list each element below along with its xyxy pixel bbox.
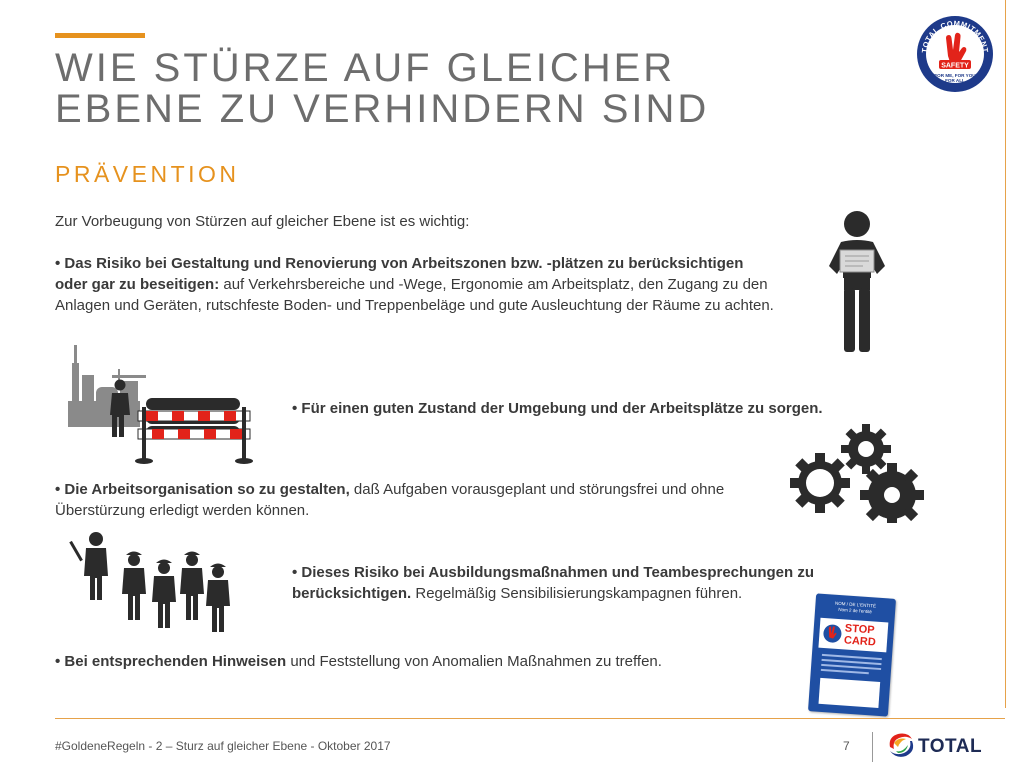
stop-card-form-area (819, 678, 881, 708)
bullet-anomalies-bold: • Bei entsprechenden Hinweisen (55, 653, 287, 670)
industrial-site-barrier-icon (68, 345, 268, 467)
stop-card-title-card: CARD (843, 634, 877, 649)
team-training-icon (68, 530, 238, 642)
bullet-good-condition-bold: • Für einen guten Zustand der Umgebung und der Arbeitsplätze zu sorgen. (292, 400, 823, 417)
intro-text: Zur Vorbeugung von Stürzen auf gleicher Ebene ist es wichtig: (55, 213, 470, 230)
stop-card (808, 593, 896, 716)
section-subtitle: PRÄVENTION (55, 161, 240, 187)
bullet-design-risk (55, 253, 775, 316)
stop-card-header-line-1: NOM / DE L'ENTITÉ (834, 600, 877, 609)
bullet-training-rest: Regelmäßig Sensibilisierungskampagnen führen. (411, 585, 743, 602)
safety-commitment-logo (915, 14, 995, 94)
stop-card-title-stop: STOP (844, 622, 875, 637)
logo-badge-text: SAFETY (941, 62, 969, 70)
bullet-design-risk-bold: • Das Risiko bei Gestaltung und Renovierung von Arbeitszonen bzw. -plätzen zu berücksichtigen oder gar zu beseitigen: (55, 255, 744, 293)
right-border-line (1005, 0, 1006, 708)
stop-card-header (823, 600, 888, 616)
logo-tagline-2: FOR ALL (945, 78, 965, 83)
gears-icon (788, 423, 938, 523)
stop-card-text-lines (821, 654, 882, 678)
footer-caption: #GoldeneRegeln - 2 – Sturz auf gleicher Ebene - Oktober 2017 (55, 739, 391, 753)
footer-separator (872, 732, 873, 762)
total-brand-wordmark: TOTAL (918, 736, 983, 757)
page-number: 7 (843, 739, 850, 753)
page-title-line-2: EBENE ZU VERHINDERN SIND (55, 87, 710, 131)
footer-divider (55, 718, 1005, 719)
stop-card-title (844, 622, 877, 648)
bullet-anomalies-rest: und Feststellung von Anomalien Maßnahmen zu treffen. (286, 653, 662, 670)
bullet-work-organisation (55, 479, 795, 521)
bullet-design-risk-rest: auf Verkehrsbereiche und -Wege, Ergonomie am Arbeitsplatz, den Zugang zu den Anlagen und Geräten, rutschfeste Boden- und Treppenbeläge und gute Ausleuchtung der Räume zu achten. (55, 276, 774, 314)
stop-card-header-line-2: Nom 2 de l'entité (838, 606, 873, 615)
bullet-work-organisation-rest: daß Aufgaben vorausgeplant und störungsfrei und ohne Überstürzung erledigt werden können. (55, 481, 725, 519)
stop-card-label-panel (818, 618, 888, 653)
bullet-good-condition (292, 398, 932, 419)
stop-card-hand-icon (822, 622, 843, 645)
logo-tagline-1: FOR ME, FOR YOU (934, 73, 976, 78)
page-title (55, 48, 815, 130)
logo-ring-text: TOTAL COMMITMENT (919, 18, 991, 54)
worker-with-plan-icon (815, 208, 897, 358)
bullet-training-bold: • Dieses Risiko bei Ausbildungsmaßnahmen und Teambesprechungen zu berücksichtigen. (292, 564, 815, 602)
bullet-work-organisation-bold: • Die Arbeitsorganisation so zu gestalten, (55, 481, 350, 498)
title-accent-bar (55, 33, 145, 38)
bullet-anomalies (55, 651, 795, 672)
total-logo-icon (886, 731, 916, 759)
page-title-line-1: WIE STÜRZE AUF GLEICHER (55, 46, 676, 90)
